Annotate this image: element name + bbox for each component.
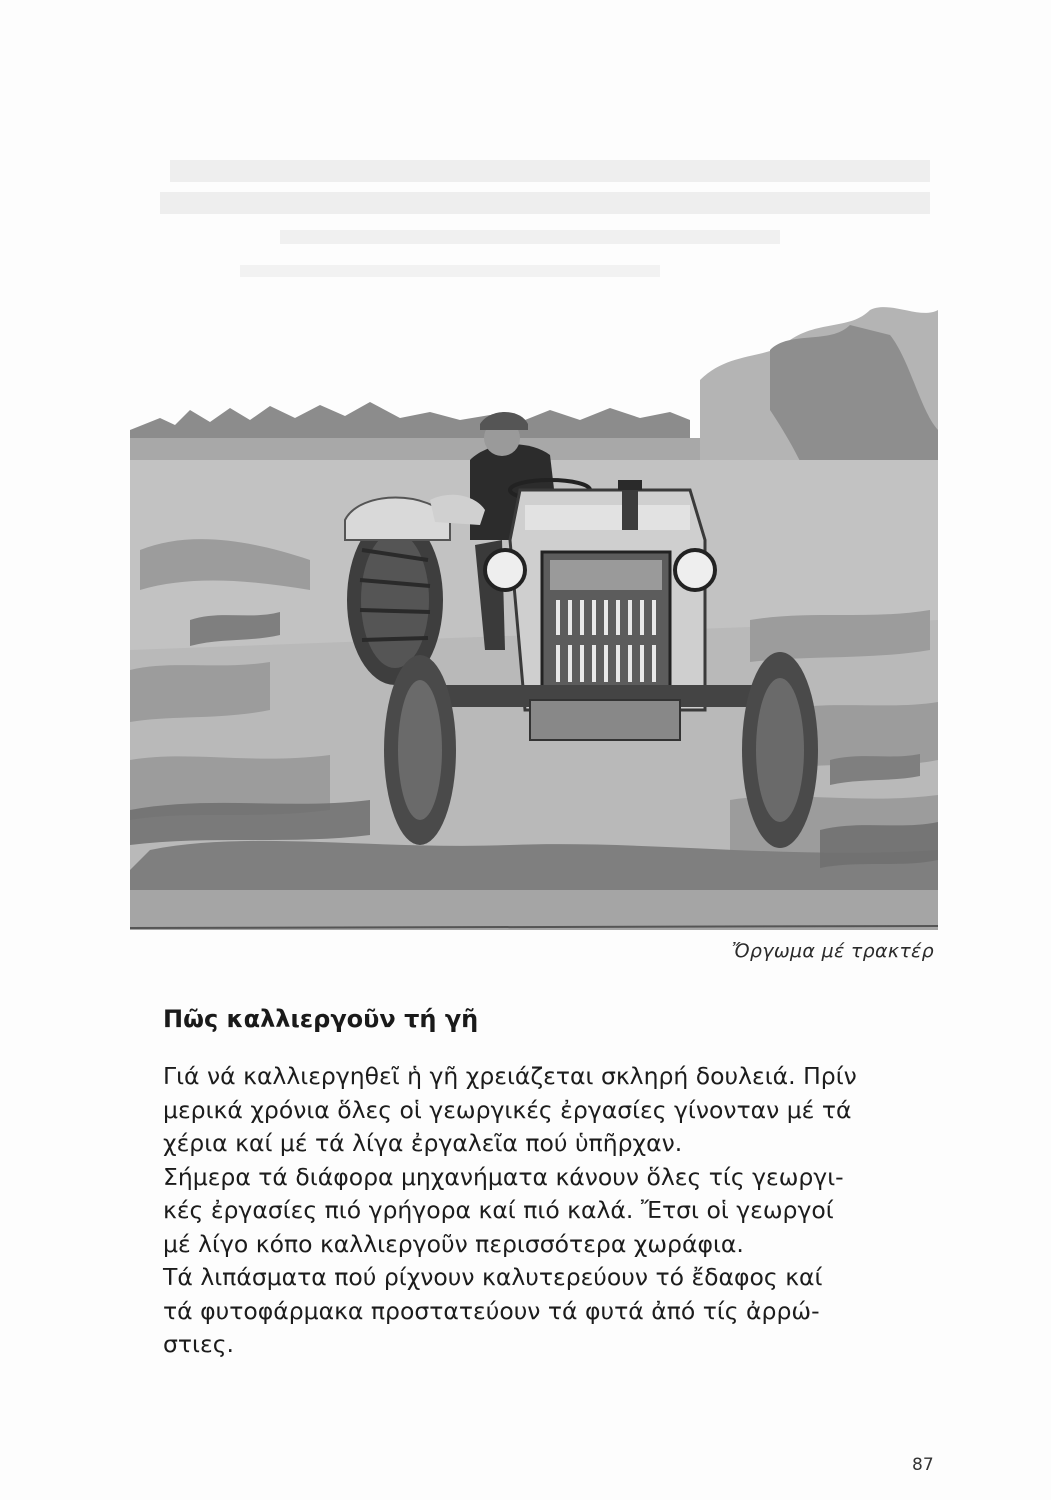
page-number: 87 — [912, 1455, 934, 1475]
text-line: Σήμερα τά διάφορα μηχανήματα κάνουν ὅλες τίς γεωργι- — [163, 1162, 844, 1191]
show-through-texture — [160, 150, 940, 290]
text-line: τά φυτοφάρμακα προστατεύουν τά φυτά ἀπό τίς ἀρρώ- — [163, 1296, 820, 1325]
text-line: μέ λίγο κόπο καλλιεργοῦν περισσότερα χωράφια. — [163, 1229, 744, 1258]
tractor-illustration — [130, 290, 938, 930]
text-line: κές ἐργασίες πιό γρήγορα καί πιό καλά. Ἔτσι οἱ γεωργοί — [163, 1196, 834, 1224]
text-line: Τά λιπάσματα πού ρίχνουν καλυτερεύουν τό ἔδαφος καί — [163, 1263, 823, 1291]
section-heading: Πῶς καλλιεργοῦν τή γῆ — [163, 1005, 479, 1033]
text-line: μερικά χρόνια ὅλες οἱ γεωργικές ἐργασίες γίνονταν μέ τά — [163, 1095, 852, 1124]
illustration-caption: Ὄργωμα μέ τρακτέρ — [731, 940, 934, 962]
text-line: Γιά νά καλλιεργηθεῖ ἡ γῆ χρειάζεται σκληρή δουλειά. Πρίν — [163, 1062, 857, 1090]
text-line: χέρια καί μέ τά λίγα ἐργαλεῖα πού ὑπῆρχαν. — [163, 1129, 683, 1157]
body-paragraph — [163, 1060, 933, 1362]
text-line: στιες. — [163, 1330, 234, 1358]
